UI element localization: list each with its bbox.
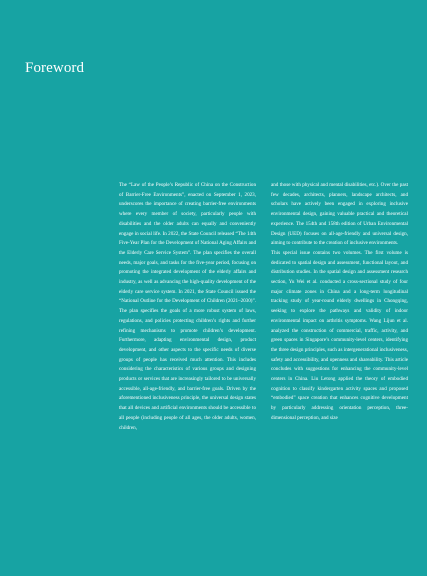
page-title: Foreword: [25, 60, 85, 76]
paragraph: and those with physical and mental disabilities, etc.). Over the past few decades, architects, planners, landscape architects, and scholars have actively been engaged in exploring inclusive environmental design, gaining valuable practical and theoretical experience. The 154th and 158th edition of Urban Environmental Design (UED) focuses on all-age-friendly and universal design, aiming to contribute to the creation of inclusive environments.: [271, 182, 408, 247]
text-column-left: [119, 181, 256, 433]
paragraph: The “Law of the People’s Republic of China on the Construction of Barrier-Free Environments”, enacted on September 1, 2023, underscores the importance of creating barrier-free environments where every member of society, particularly people with disabilities and the older adults can equally and conveniently engage in social life. In 2022, the State Council released “The 14th Five-Year Plan for the Development of National Aging Affairs and the Elderly Care Service System”. The plan specifies the overall needs, major goals, and tasks for the five-year period, focusing on promoting the integrated development of the elderly affairs and industry, as well as advancing the high-quality development of the elderly care service system. In 2021, the State Council issued the “National Outline for the Development of Children (2021–2030)”. The plan specifies the goals of a more robust system of laws, regulations, and policies protecting children’s rights and further refining mechanisms to promote children’s development. Furthermore, adapting environmental design, product development, and other aspects to the specific needs of diverse groups of people has received much attention. This includes considering the characteristics of various groups and designing products or services that are increasingly tailored to be universally accessible, all-age-friendly, and barrier-free goals. Driven by the aforementioned inclusiveness principle, the universal design states that all devices and artificial environments should be accessible to all people (including people of all ages, the older adults, women, children,: [119, 182, 256, 431]
text-column-right: [271, 181, 408, 424]
paragraph: This special issue contains two volumes. The first volume is dedicated to spatial design and assessment, functional layout, and distribution studies. In the spatial design and assessment research section, Yu Wei et al. conducted a cross-sectional study of four major climate zones in China and a long-term longitudinal tracking study of year-round elderly dwellings in Chongqing, seeking to explore the pathways and validity of indoor environmental impact on arthritis symptoms. Wang Lijun et al. analyzed the construction of commercial, traffic, activity, and green spaces in Singapore’s community-level centers, identifying the three design principles, such as intergenerational inclusiveness, safety and accessibility, and openness and shareability. This article concludes with suggestions for enhancing the community-level centers in China. Liu Letong applied the theory of embodied cognition to classify kindergarten activity spaces and proposed “embodied” space creation that enhances cognitive development by particularly addressing orientation perception, three-dimensional perception, and size: [271, 249, 408, 421]
